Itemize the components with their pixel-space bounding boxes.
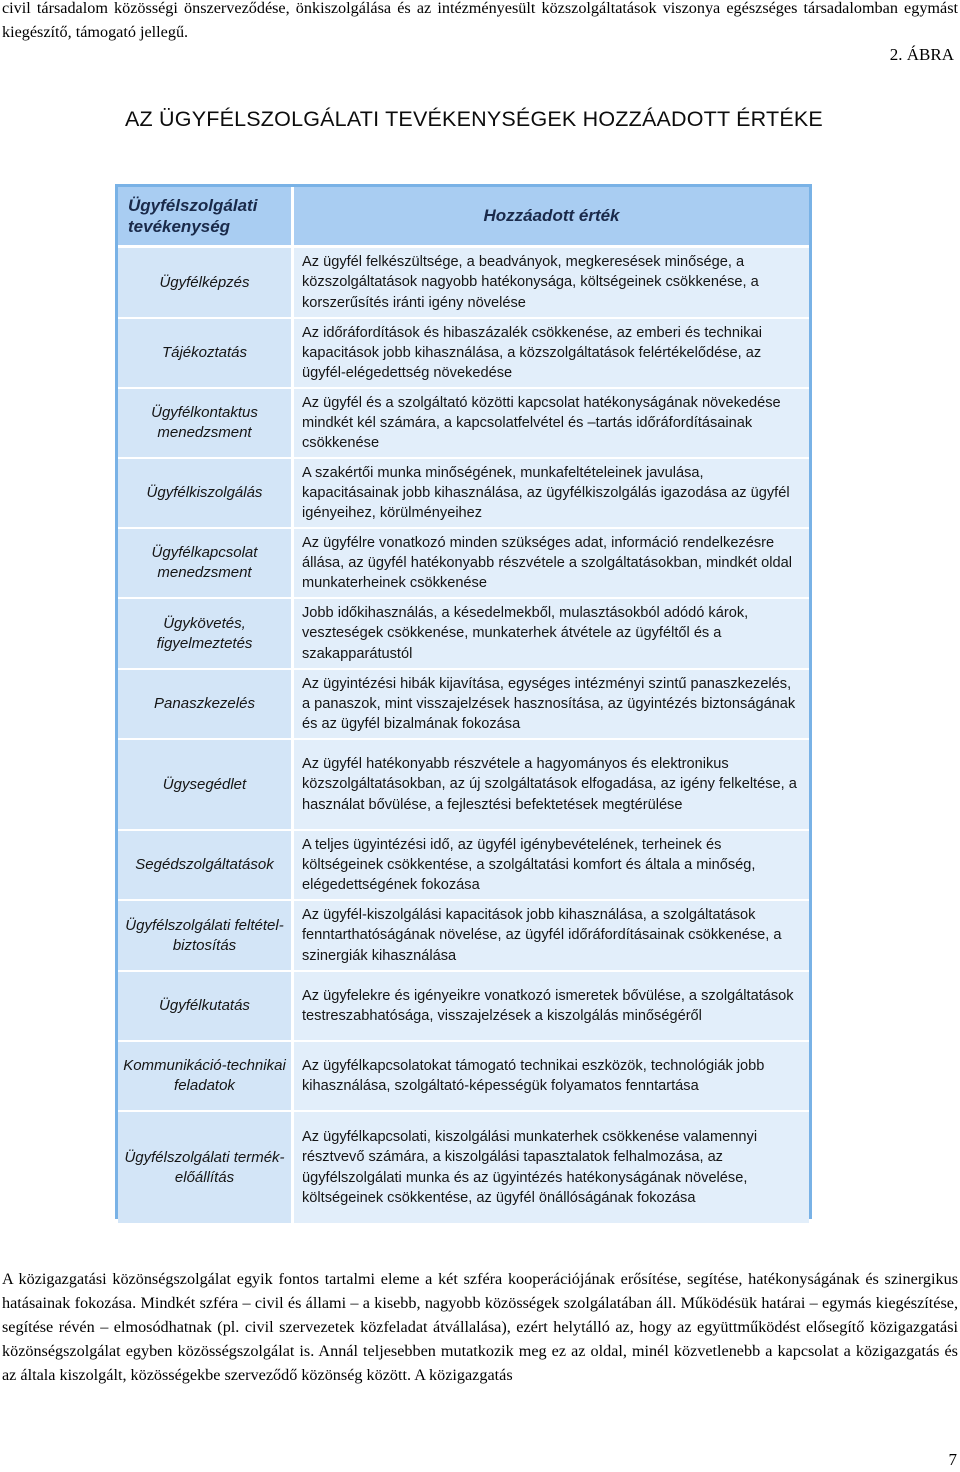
header-activity: Ügyfélszolgálati tevékenység <box>118 187 294 245</box>
added-value-cell: Jobb időkihasználás, a késedelmekből, mulasztásokból adódó károk, veszteségek csökkenése, munkaterhek átvétele az ügyféltől és a szakapparátustól <box>294 599 809 668</box>
added-value-cell: A teljes ügyintézési idő, az ügyfél igénybevételének, terheinek és költségeinek csökkentése, a szolgáltatási komfort és általa a minőség, elégedettségének fokozása <box>294 831 809 899</box>
activity-cell: Tájékoztatás <box>118 319 294 387</box>
body-paragraph: A közigazgatási közönségszolgálat egyik fontos tartalmi eleme a két szféra kooperációjának erősítése, segítése, hatékonyságának és szinergikus hatásainak fokozása. Mindkét szféra – civil és állami – a kisebb, nagyobb közösségek szolgálatában áll. Működésük határai – egymás kiegészítése, segítése révén – elmosódhatnak (pl. civil szervezetek közfeladat átvállalása), ezért helytálló az, hogy az együttműködést elősegítő közigazgatási közönségszolgálat egyben közösségszolgálat is. Annál teljesebben mutatkozik meg ez az oldal, minél közvetlenebb a kapcsolat a közigazgatás és az általa kiszolgált, közösségekbe szerveződő közönség között. A közigazgatás <box>2 1270 958 1384</box>
added-value-cell: Az ügyfél felkészültsége, a beadványok, megkeresések minősége, a közszolgáltatások nagyobb hatékonysága, költségeinek csökkenése, a korszerűsítés iránti igény növelése <box>294 248 809 317</box>
table-row <box>118 529 809 599</box>
activity-cell: Ügysegédlet <box>118 740 294 829</box>
header-added-value: Hozzáadott érték <box>483 206 620 225</box>
activity-cell: Ügyfélszolgálati feltétel-biztosítás <box>118 901 294 970</box>
activity-cell: Ügykövetés, figyelmeztetés <box>118 599 294 668</box>
activity-cell: Ügyfélképzés <box>118 248 294 317</box>
figure-title: AZ ÜGYFÉLSZOLGÁLATI TEVÉKENYSÉGEK HOZZÁADOTT ÉRTÉKE <box>125 107 823 131</box>
activity-cell: Ügyfélkontaktus menedzsment <box>118 389 294 457</box>
table-row <box>118 319 809 389</box>
table-row <box>118 740 809 831</box>
table-row <box>118 831 809 901</box>
activity-cell: Ügyfélkiszolgálás <box>118 459 294 527</box>
activity-cell: Kommunikáció-technikai feladatok <box>118 1042 294 1110</box>
added-value-cell: Az ügyfél-kiszolgálási kapacitások jobb kihasználása, a szolgáltatások fenntarthatóságának növelése, az ügyfél időráfordításainak csökkenése, a szinergiák kihasználása <box>294 901 809 970</box>
activity-cell: Segédszolgáltatások <box>118 831 294 899</box>
added-value-cell: Az ügyintézési hibák kijavítása, egységes intézményi szintű panaszkezelés, a panaszok, mint visszajelzések hasznosítása, az ügyintézés biztonságának és az ügyfél bizalmának fokozása <box>294 670 809 738</box>
table-row <box>118 599 809 670</box>
added-value-cell: Az ügyfélre vonatkozó minden szükséges adat, információ rendelkezésre állása, az ügyfél hatékonyabb részvétele a szolgáltatásokban, mindkét oldal munkaterheinek csökkenése <box>294 529 809 597</box>
page-number: 7 <box>948 1450 957 1469</box>
activity-cell: Ügyfélkapcsolat menedzsment <box>118 529 294 597</box>
table-row <box>118 1112 809 1225</box>
added-value-cell: Az ügyfélkapcsolatokat támogató technikai eszközök, technológiák jobb kihasználása, szolgáltató-képességük folyamatos fenntartása <box>294 1042 809 1110</box>
added-value-cell: Az ügyfél és a szolgáltató közötti kapcsolat hatékonyságának növekedése mindkét kél számára, a kapcsolatfelvétel és –tartás időráfordításainak csökkenése <box>294 389 809 457</box>
added-value-cell: A szakértői munka minőségének, munkafeltételeinek javulása, kapacitásainak jobb kihasználása, az ügyfélkiszolgálás igazodása az ügyfél igényeihez, körülményeihez <box>294 459 809 527</box>
added-value-cell: Az időráfordítások és hibaszázalék csökkenése, az emberi és technikai kapacitások jobb kihasználása, a közszolgáltatások felértékelődése, az ügyfél-elégedettség növekedése <box>294 319 809 387</box>
table-row <box>118 1042 809 1112</box>
table-row <box>118 670 809 740</box>
added-value-cell: Az ügyfélkapcsolati, kiszolgálási munkaterhek csökkenése valamennyi résztvevő számára, a kiszolgálási tapasztalatok felhalmozása, az ügyfélszolgálati munka és az ügyintézés hatékonyságának növelése, költségeinek csökkentése, az ügyfél önállóságának fokozása <box>294 1112 809 1223</box>
activity-cell: Panaszkezelés <box>118 670 294 738</box>
table-row <box>118 389 809 459</box>
value-added-table <box>115 184 812 1219</box>
activity-cell: Ügyfélkutatás <box>118 972 294 1040</box>
table-row <box>118 248 809 319</box>
table-row <box>118 972 809 1042</box>
activity-cell: Ügyfélszolgálati termék-előállítás <box>118 1112 294 1223</box>
table-row <box>118 901 809 972</box>
added-value-cell: Az ügyfelekre és igényeikre vonatkozó ismeretek bővülése, a szolgáltatások testreszabhatósága, visszajelzések a kiszolgálás minőségéről <box>294 972 809 1040</box>
table-row <box>118 459 809 529</box>
added-value-cell: Az ügyfél hatékonyabb részvétele a hagyományos és elektronikus közszolgáltatásokban, az új szolgáltatások elfogadása, az igény felkeltése, a használat bővülése, a fejlesztési befektetések megtérülése <box>294 740 809 829</box>
intro-paragraph: civil társadalom közösségi önszerveződése, önkiszolgálása és az intézményesült közszolgáltatások viszonya egészséges társadalomban egymást kiegészítő, támogató jellegű. <box>2 0 958 41</box>
table-header <box>118 187 809 248</box>
table-body <box>118 248 809 1216</box>
figure-label: 2. ÁBRA <box>889 45 954 64</box>
